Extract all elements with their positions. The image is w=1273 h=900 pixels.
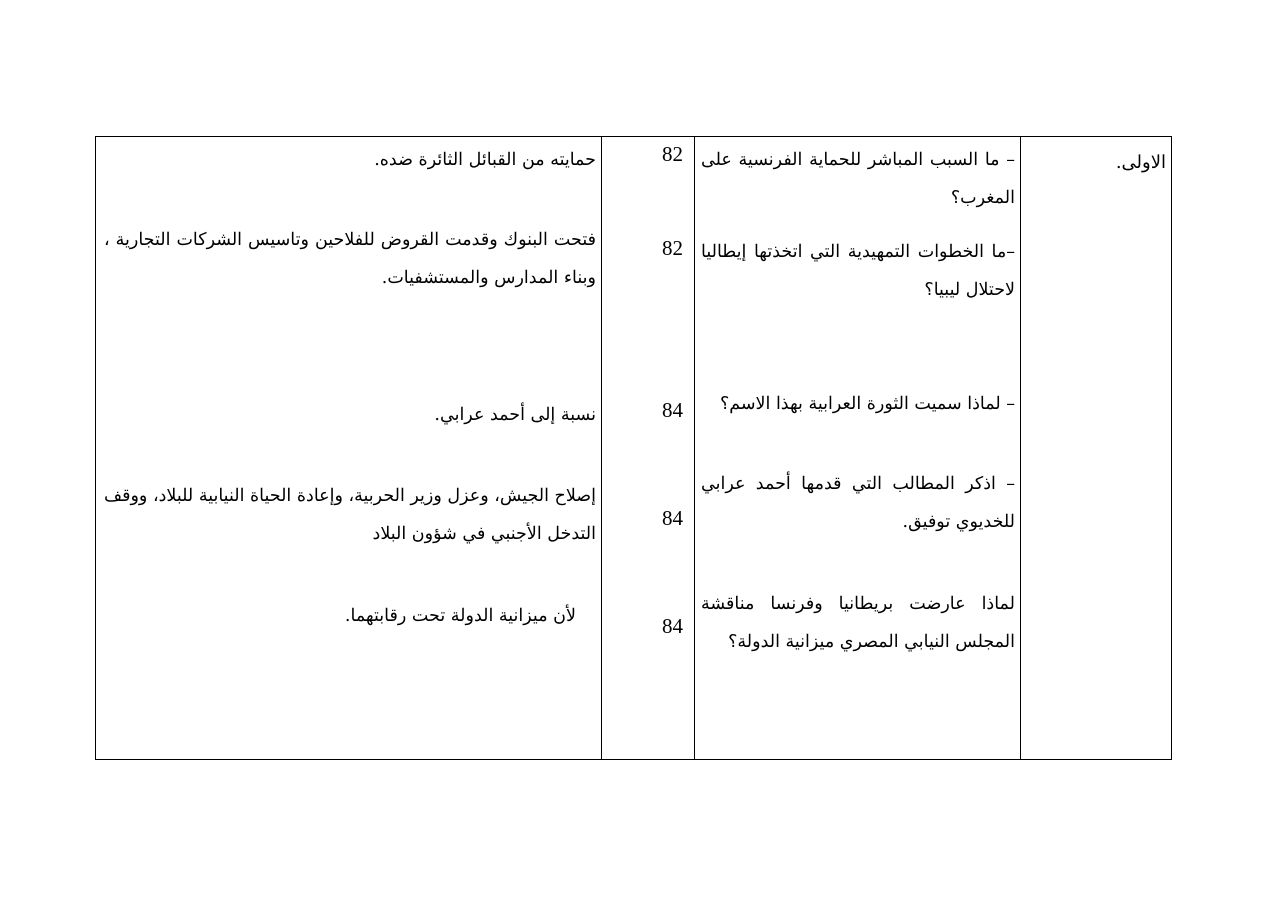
answer-2: فتحت البنوك وقدمت القروض للفلاحين وتاسيس الشركات التجارية ، وبناء المدارس والمستشفيات. [104, 230, 596, 288]
answer-3: نسبة إلى أحمد عرابي. [434, 405, 596, 425]
page-number-5: 84 [662, 614, 683, 638]
column-divider [1020, 137, 1021, 759]
page-number-2: 82 [662, 236, 683, 260]
question-5: لماذا عارضت بريطانيا وفرنسا مناقشة المجلس النيابي المصري ميزانية الدولة؟ [701, 594, 1015, 652]
answer-5: لأن ميزانية الدولة تحت رقابتهما. [344, 606, 576, 626]
answer-1: حمايته من القبائل الثائرة ضده. [374, 150, 596, 170]
column-divider [694, 137, 695, 759]
page-number-3: 84 [662, 398, 683, 422]
page-number-1: 82 [662, 142, 683, 166]
question-1: – ما السبب المباشر للحماية الفرنسية على المغرب؟ [701, 150, 1015, 208]
question-4: – اذكر المطالب التي قدمها أحمد عرابي للخديوي توفيق. [701, 474, 1015, 532]
lesson-table [95, 136, 1172, 760]
column-divider [601, 137, 602, 759]
question-2: –ما الخطوات التمهيدية التي اتخذتها إيطاليا لاحتلال ليبيا؟ [701, 242, 1015, 300]
lesson-label: الاولى. [1115, 152, 1166, 173]
page-number-4: 84 [662, 506, 683, 530]
answer-4: إصلاح الجيش، وعزل وزير الحربية، وإعادة الحياة النيابية للبلاد، ووقف التدخل الأجنبي في شؤون البلاد [104, 486, 596, 544]
question-3: – لماذا سميت الثورة العرابية بهذا الاسم؟ [719, 394, 1015, 414]
